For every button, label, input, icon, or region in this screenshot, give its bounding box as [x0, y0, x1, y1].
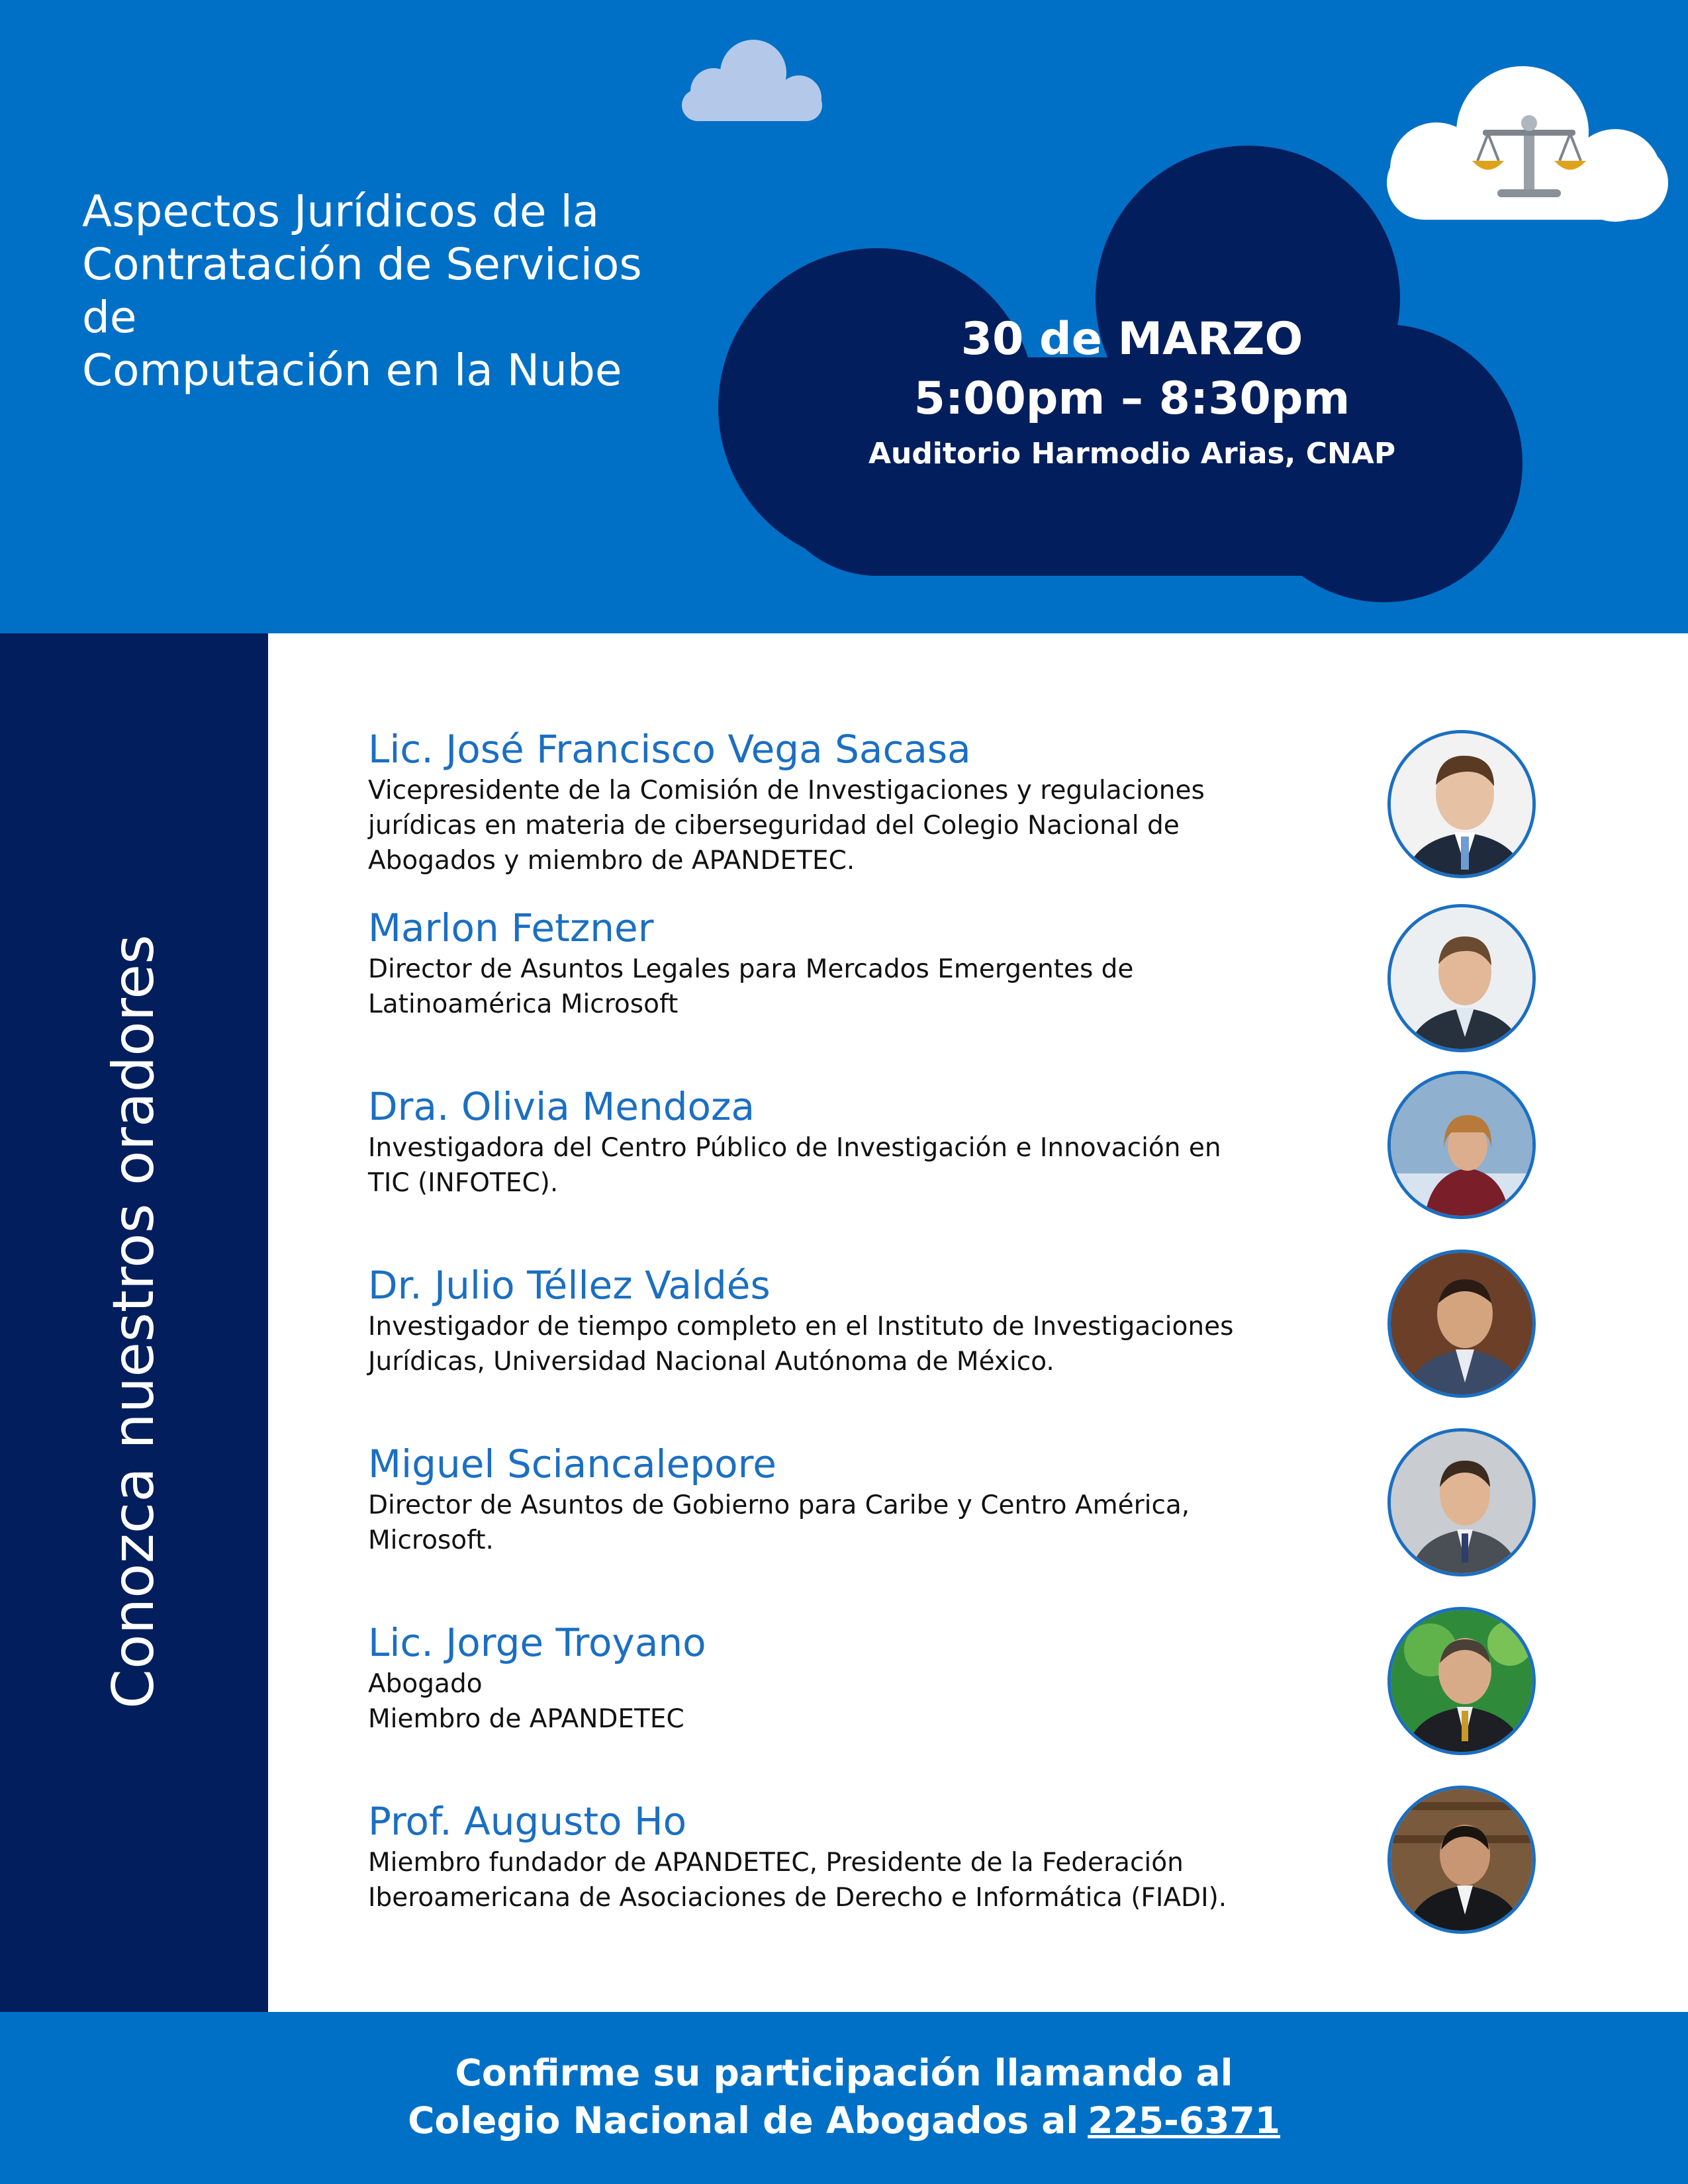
- speaker-description: [368, 773, 1248, 878]
- speaker-photo: [1387, 1607, 1536, 1755]
- speaker-name: Lic. José Francisco Vega Sacasa: [368, 727, 971, 772]
- speaker-name: Dra. Olivia Mendoza: [368, 1084, 755, 1129]
- description-line: Investigadora del Centro Público de Investigación e Innovación en: [368, 1133, 1221, 1163]
- person-portrait-icon: [1391, 1253, 1536, 1398]
- description-line: Abogado: [368, 1669, 483, 1699]
- speaker-item: [368, 725, 1639, 897]
- speaker-description: [368, 952, 1248, 1022]
- description-line: Iberoamericana de Asociaciones de Derecho e Informática (FIADI).: [368, 1883, 1227, 1913]
- speaker-item: [368, 904, 1639, 1076]
- event-date: 30 de MARZO: [961, 313, 1303, 365]
- title-line: Computación en la Nube: [82, 345, 622, 396]
- description-line: Miembro de APANDETEC: [368, 1704, 684, 1734]
- description-line: Director de Asuntos Legales para Mercados Emergentes de: [368, 954, 1134, 984]
- speaker-photo: [1387, 904, 1536, 1052]
- speaker-name: Miguel Sciancalepore: [368, 1441, 776, 1486]
- person-portrait-icon: [1391, 1432, 1536, 1576]
- speaker-item: [368, 1261, 1639, 1433]
- speaker-item: [368, 1619, 1639, 1791]
- description-line: Jurídicas, Universidad Nacional Autónoma de México.: [368, 1347, 1055, 1377]
- footer-line: Confirme su participación llamando al: [455, 2052, 1233, 2094]
- event-venue: Auditorio Harmodio Arias, CNAP: [868, 437, 1396, 471]
- speaker-description: [368, 1130, 1248, 1201]
- small-cloud-icon: [682, 40, 822, 121]
- description-line: Director de Asuntos de Gobierno para Caribe y Centro América,: [368, 1490, 1190, 1520]
- speaker-name: Marlon Fetzner: [368, 905, 654, 950]
- speakers-sidebar: [0, 633, 268, 2012]
- speaker-name: Dr. Julio Téllez Valdés: [368, 1263, 771, 1308]
- speaker-photo: [1387, 1071, 1536, 1219]
- description-line: Miembro fundador de APANDETEC, Presidente de la Federación: [368, 1848, 1184, 1878]
- description-line: Latinoamérica Microsoft: [368, 989, 679, 1019]
- speaker-description: [368, 1309, 1248, 1379]
- title-line: Contratación de Servicios de: [82, 239, 642, 343]
- person-portrait-icon: [1391, 1074, 1536, 1219]
- speaker-name: Prof. Augusto Ho: [368, 1799, 687, 1844]
- speaker-description: [368, 1845, 1248, 1915]
- description-line: Microsoft.: [368, 1525, 494, 1555]
- event-time: 5:00pm – 8:30pm: [914, 373, 1350, 425]
- event-info: [735, 310, 1529, 475]
- person-portrait-icon: [1391, 733, 1536, 878]
- person-portrait-icon: [1391, 1610, 1536, 1755]
- person-portrait-icon: [1391, 907, 1536, 1052]
- speaker-name: Lic. Jorge Troyano: [368, 1620, 706, 1665]
- sidebar-title: Conozca nuestros oradores: [101, 934, 167, 1709]
- speaker-item: [368, 1440, 1639, 1612]
- speaker-item: [368, 1083, 1639, 1255]
- description-line: TIC (INFOTEC).: [368, 1168, 559, 1198]
- description-line: Vicepresidente de la Comisión de Investigaciones y regulaciones: [368, 776, 1205, 805]
- description-line: Abogados y miembro de APANDETEC.: [368, 846, 855, 876]
- speaker-description: [368, 1666, 1248, 1737]
- person-portrait-icon: [1391, 1789, 1536, 1934]
- footer-organization: Colegio Nacional de Abogados al: [408, 2099, 1079, 2142]
- description-line: Investigador de tiempo completo en el Instituto de Investigaciones: [368, 1312, 1234, 1342]
- speaker-item: [368, 1797, 1639, 1970]
- speaker-photo: [1387, 730, 1536, 878]
- footer-banner: [0, 2012, 1688, 2184]
- header-banner: [0, 0, 1688, 633]
- description-line: jurídicas en materia de ciberseguridad del Colegio Nacional de: [368, 811, 1180, 841]
- phone-number-link[interactable]: 225-6371: [1088, 2099, 1280, 2142]
- event-title: [82, 185, 678, 397]
- speaker-photo: [1387, 1428, 1536, 1576]
- speaker-photo: [1387, 1250, 1536, 1398]
- title-line: Aspectos Jurídicos de la: [82, 186, 600, 237]
- speaker-description: [368, 1488, 1248, 1558]
- footer-line: [0, 2097, 1688, 2144]
- speaker-photo: [1387, 1786, 1536, 1934]
